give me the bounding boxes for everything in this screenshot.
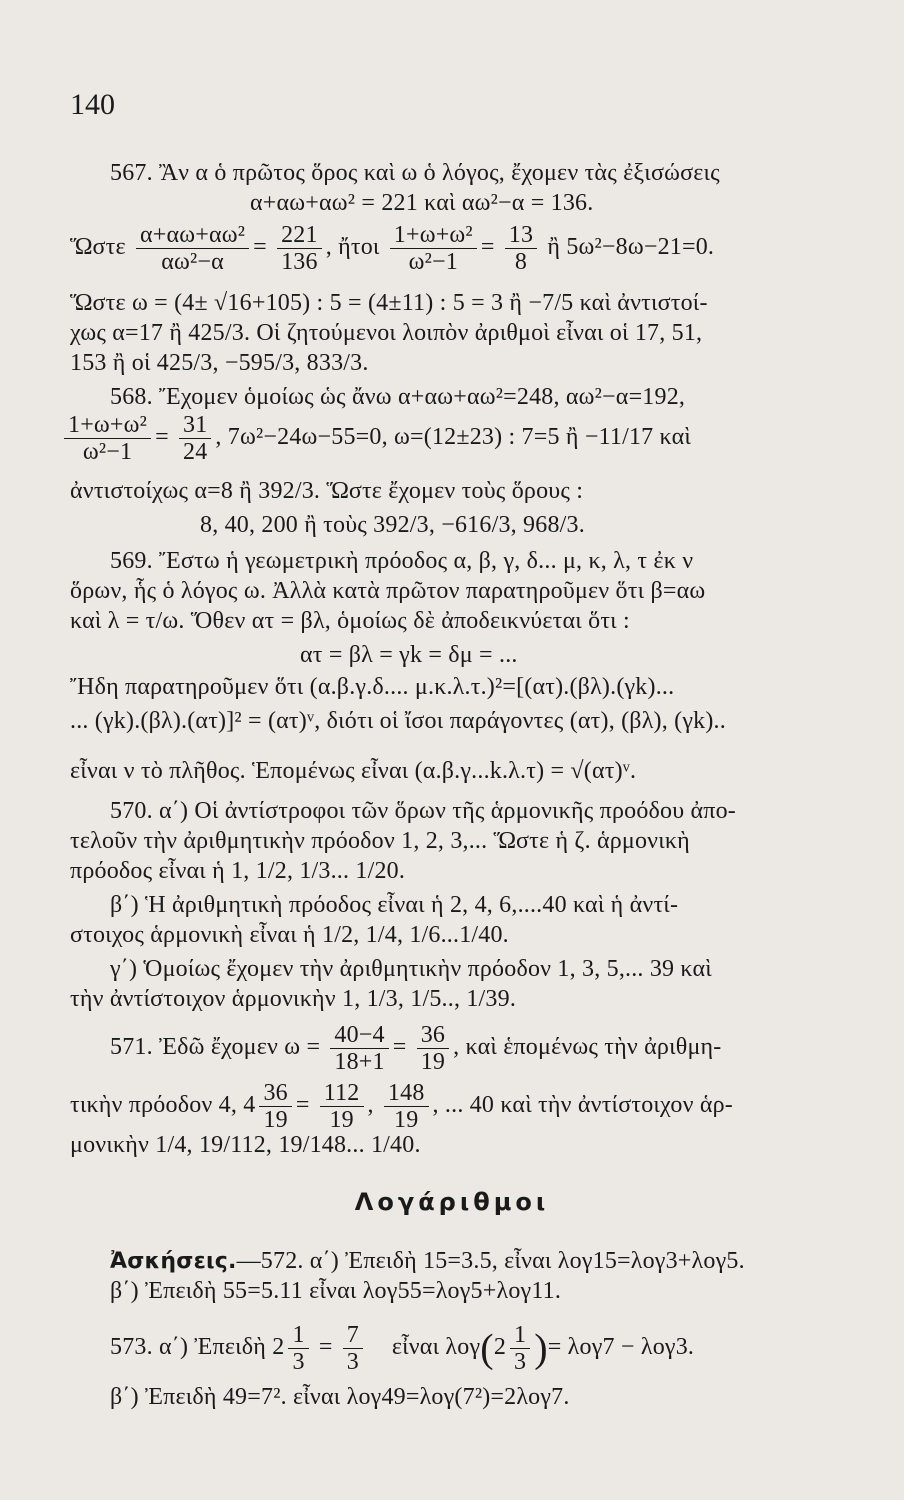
text-line-20: πρόοδος εἶναι ἡ 1, 1/2, 1/3... 1/20.	[70, 858, 406, 884]
fraction-denominator: ω²−1	[408, 249, 458, 275]
fraction	[64, 412, 151, 465]
text-segment: 573. α΄) Ἐπειδὴ 2	[110, 1334, 285, 1361]
fraction	[343, 1322, 363, 1375]
text-line-4: Ὥστε ω = (4± √16+105) : 5 = (4±11) : 5 = 3 ἢ −7/5 καὶ ἀντιστοί-	[70, 290, 708, 316]
text-line-17: εἶναι ν τὸ πλῆθος. Ἑπομένως εἶναι (α.β.γ...k.λ.τ) = √(ατ)ᵛ.	[70, 758, 637, 784]
fraction	[320, 1080, 364, 1133]
fraction	[259, 1080, 291, 1133]
text-line-31: β΄) Ἐπειδὴ 49=7². εἶναι λογ49=λογ(7²)=2λογ7.	[110, 1384, 570, 1410]
fraction-denominator: ω²−1	[82, 439, 133, 465]
text-line-12: ὅρων, ἧς ὁ λόγος ω. Ἀλλὰ κατὰ πρῶτον παρατηροῦμεν ὅτι β=αω	[70, 578, 706, 604]
fraction-numerator: 1	[288, 1322, 308, 1349]
fraction	[288, 1322, 308, 1375]
fraction-denominator: 19	[329, 1107, 354, 1133]
text-segment: , ἤτοι	[325, 234, 380, 261]
text-line-21: β΄) Ἡ ἀριθμητικὴ πρόοδος εἶναι ἡ 2, 4, 6,....40 καὶ ἡ ἀντί-	[110, 892, 679, 918]
text-segment: , ... 40 καὶ τὴν ἀντίστοιχον ἁρ-	[432, 1092, 733, 1119]
fraction-denominator: αω²−α	[161, 249, 224, 275]
text-line-27: μονικὴν 1/4, 19/112, 19/148... 1/40.	[70, 1132, 421, 1158]
text-segment: εἶναι λογ	[391, 1334, 481, 1361]
text-line-13: καὶ λ = τ/ω. Ὅθεν ατ = βλ, ὁμοίως δὲ ἀποδεικνύεται ὅτι :	[70, 608, 630, 634]
fraction	[384, 1080, 429, 1133]
fraction	[505, 222, 537, 275]
text-line-24: τὴν ἀντίστοιχον ἁρμονικὴν 1, 1/3, 1/5.., 1/39.	[70, 986, 517, 1012]
text-segment: ἢ 5ω²−8ω−21=0.	[547, 234, 715, 261]
fraction	[330, 1022, 388, 1075]
exercises-label: Ἀσκήσεις.	[110, 1249, 237, 1274]
fraction	[390, 222, 477, 275]
fraction-numerator: 221	[277, 222, 322, 249]
fraction	[136, 222, 249, 275]
text-line-9: ἀντιστοίχως α=8 ἢ 392/3. Ὥστε ἔχομεν τοὺς ὅρους :	[70, 478, 584, 504]
text-line-1: 567. Ἂν α ὁ πρῶτος ὅρος καὶ ω ὁ λόγος, ἔχομεν τὰς ἐξισώσεις	[110, 160, 720, 186]
fraction-denominator: 19	[263, 1107, 288, 1133]
fraction	[510, 1322, 530, 1375]
text-line-15: Ἤδη παρατηροῦμεν ὅτι (α.β.γ.δ.... μ.κ.λ.τ.)²=[(ατ).(βλ).(γk)...	[70, 674, 675, 700]
fraction-denominator: 136	[281, 249, 318, 275]
text-line-29: β΄) Ἐπειδὴ 55=5.11 εἶναι λογ55=λογ5+λογ11.	[110, 1278, 562, 1304]
fraction-numerator: 36	[259, 1080, 291, 1107]
fraction-numerator: 1+ω+ω²	[64, 412, 151, 439]
text-line-23: γ΄) Ὁμοίως ἔχομεν τὴν ἀριθμητικὴν πρόοδον 1, 3, 5,... 39 καὶ	[110, 956, 712, 982]
fraction	[179, 412, 211, 465]
fraction-denominator: 3	[346, 1349, 359, 1375]
fraction	[417, 1022, 449, 1075]
text-segment: , 7ω²−24ω−55=0, ω=(12±23) : 7=5 ἢ −11/17 καὶ	[215, 424, 692, 451]
text-segment: τικὴν πρόοδον 4, 4	[70, 1092, 256, 1119]
text-line-2: α+αω+αω² = 221 καὶ αω²−α = 136.	[250, 190, 594, 216]
text-line-5: χως α=17 ἢ 425/3. Οἱ ζητούμενοι λοιπὸν ἀριθμοὶ εἶναι οἱ 17, 51,	[70, 320, 703, 346]
text-line-16: ... (γk).(βλ).(ατ)]² = (ατ)ᵛ, διότι οἱ ἴσοι παράγοντες (ατ), (βλ), (γk)..	[70, 708, 726, 734]
fraction-denominator: 19	[394, 1107, 419, 1133]
text-segment: Ὥστε	[70, 234, 126, 261]
fraction-numerator: 148	[384, 1080, 429, 1107]
text-segment: 2	[493, 1334, 507, 1361]
text-line-25: 571. Ἐδῶ ἔχομεν ω = $\frac{40-4}{18+1}$ = $\frac{36}{19}$ , καὶ ἑπομένως τὴν ἀριθμη-	[110, 1022, 722, 1075]
fraction-denominator: 3	[514, 1349, 527, 1375]
text-segment: , καὶ ἑπομένως τὴν ἀριθμη-	[453, 1034, 722, 1061]
fraction-denominator: 19	[420, 1049, 446, 1075]
text-line-19: τελοῦν τὴν ἀριθμητικὴν πρόοδον 1, 2, 3,... Ὥστε ἡ ζ. ἁρμονικὴ	[70, 828, 690, 854]
text-line-3: Ὥστε $\frac{\text{α+αω+αω²}}{\text{αω²−α}}$ = $\frac{221}{136}$ , ἤτοι $\frac{\text{1+ω+ω²}}{\text{ω²−1}}$ = $\frac{13}{8}$ ἢ 5ω²−8ω−21=0.	[70, 222, 715, 275]
text-line-14: ατ = βλ = γk = δμ = ...	[300, 642, 518, 668]
text-line-18: 570. α΄) Οἱ ἀντίστροφοι τῶν ὅρων τῆς ἁρμονικῆς προόδου ἀπο-	[110, 798, 737, 824]
fraction-numerator: 40−4	[330, 1022, 388, 1049]
fraction	[277, 222, 322, 275]
text-line-30	[110, 1322, 694, 1375]
fraction-numerator: α+αω+αω²	[136, 222, 249, 249]
text-line-8: $\frac{\text{1+ω+ω²}}{\text{ω²−1}}$ = $\frac{31}{24}$ , 7ω²−24ω−55=0, ω=(12±23) : 7=5 ἢ −11/17 καὶ	[60, 412, 691, 465]
paren-close: )	[534, 1325, 548, 1371]
fraction-denominator: 18+1	[334, 1049, 385, 1075]
text-line-28	[110, 1246, 745, 1277]
text-line-26: τικὴν πρόοδον 4, 4 $\frac{36}{19}$ = $\frac{112}{19}$ , $\frac{148}{19}$ , ... 40 καὶ τὴν ἀντίστοιχον ἁρ-	[70, 1080, 733, 1133]
text-line-6: 153 ἢ οἱ 425/3, −595/3, 833/3.	[70, 350, 369, 376]
fraction-numerator: 31	[179, 412, 211, 439]
section-heading: Λογάριθμοι	[354, 1188, 550, 1216]
fraction-numerator: 1	[510, 1322, 530, 1349]
paren-open: (	[480, 1325, 494, 1371]
page-number: 140	[70, 88, 115, 121]
text-segment: = λογ7 − λογ3.	[547, 1334, 695, 1361]
text-line-22: στοιχος ἁρμονικὴ εἶναι ἡ 1/2, 1/4, 1/6...1/40.	[70, 922, 509, 948]
fraction-numerator: 13	[505, 222, 537, 249]
fraction-numerator: 112	[320, 1080, 364, 1107]
text-segment: 571. Ἐδῶ ἔχομεν ω =	[110, 1034, 321, 1061]
text-line-7: 568. Ἔχομεν ὁμοίως ὡς ἄνω α+αω+αω²=248, αω²−α=192,	[110, 384, 686, 410]
fraction-numerator: 1+ω+ω²	[390, 222, 477, 249]
fraction-denominator: 3	[292, 1349, 305, 1375]
text-segment: —572. α΄) Ἐπειδὴ 15=3.5, εἶναι λογ15=λογ3+λογ5.	[236, 1248, 745, 1274]
fraction-denominator: 8	[514, 249, 528, 275]
fraction-numerator: 7	[343, 1322, 363, 1349]
text-segment: =	[318, 1334, 333, 1361]
fraction-numerator: 36	[417, 1022, 449, 1049]
text-line-11: 569. Ἔστω ἡ γεωμετρικὴ πρόοδος α, β, γ, δ... μ, κ, λ, τ ἐκ ν	[110, 548, 694, 574]
fraction-denominator: 24	[183, 439, 208, 465]
text-line-10: 8, 40, 200 ἢ τοὺς 392/3, −616/3, 968/3.	[200, 512, 585, 538]
